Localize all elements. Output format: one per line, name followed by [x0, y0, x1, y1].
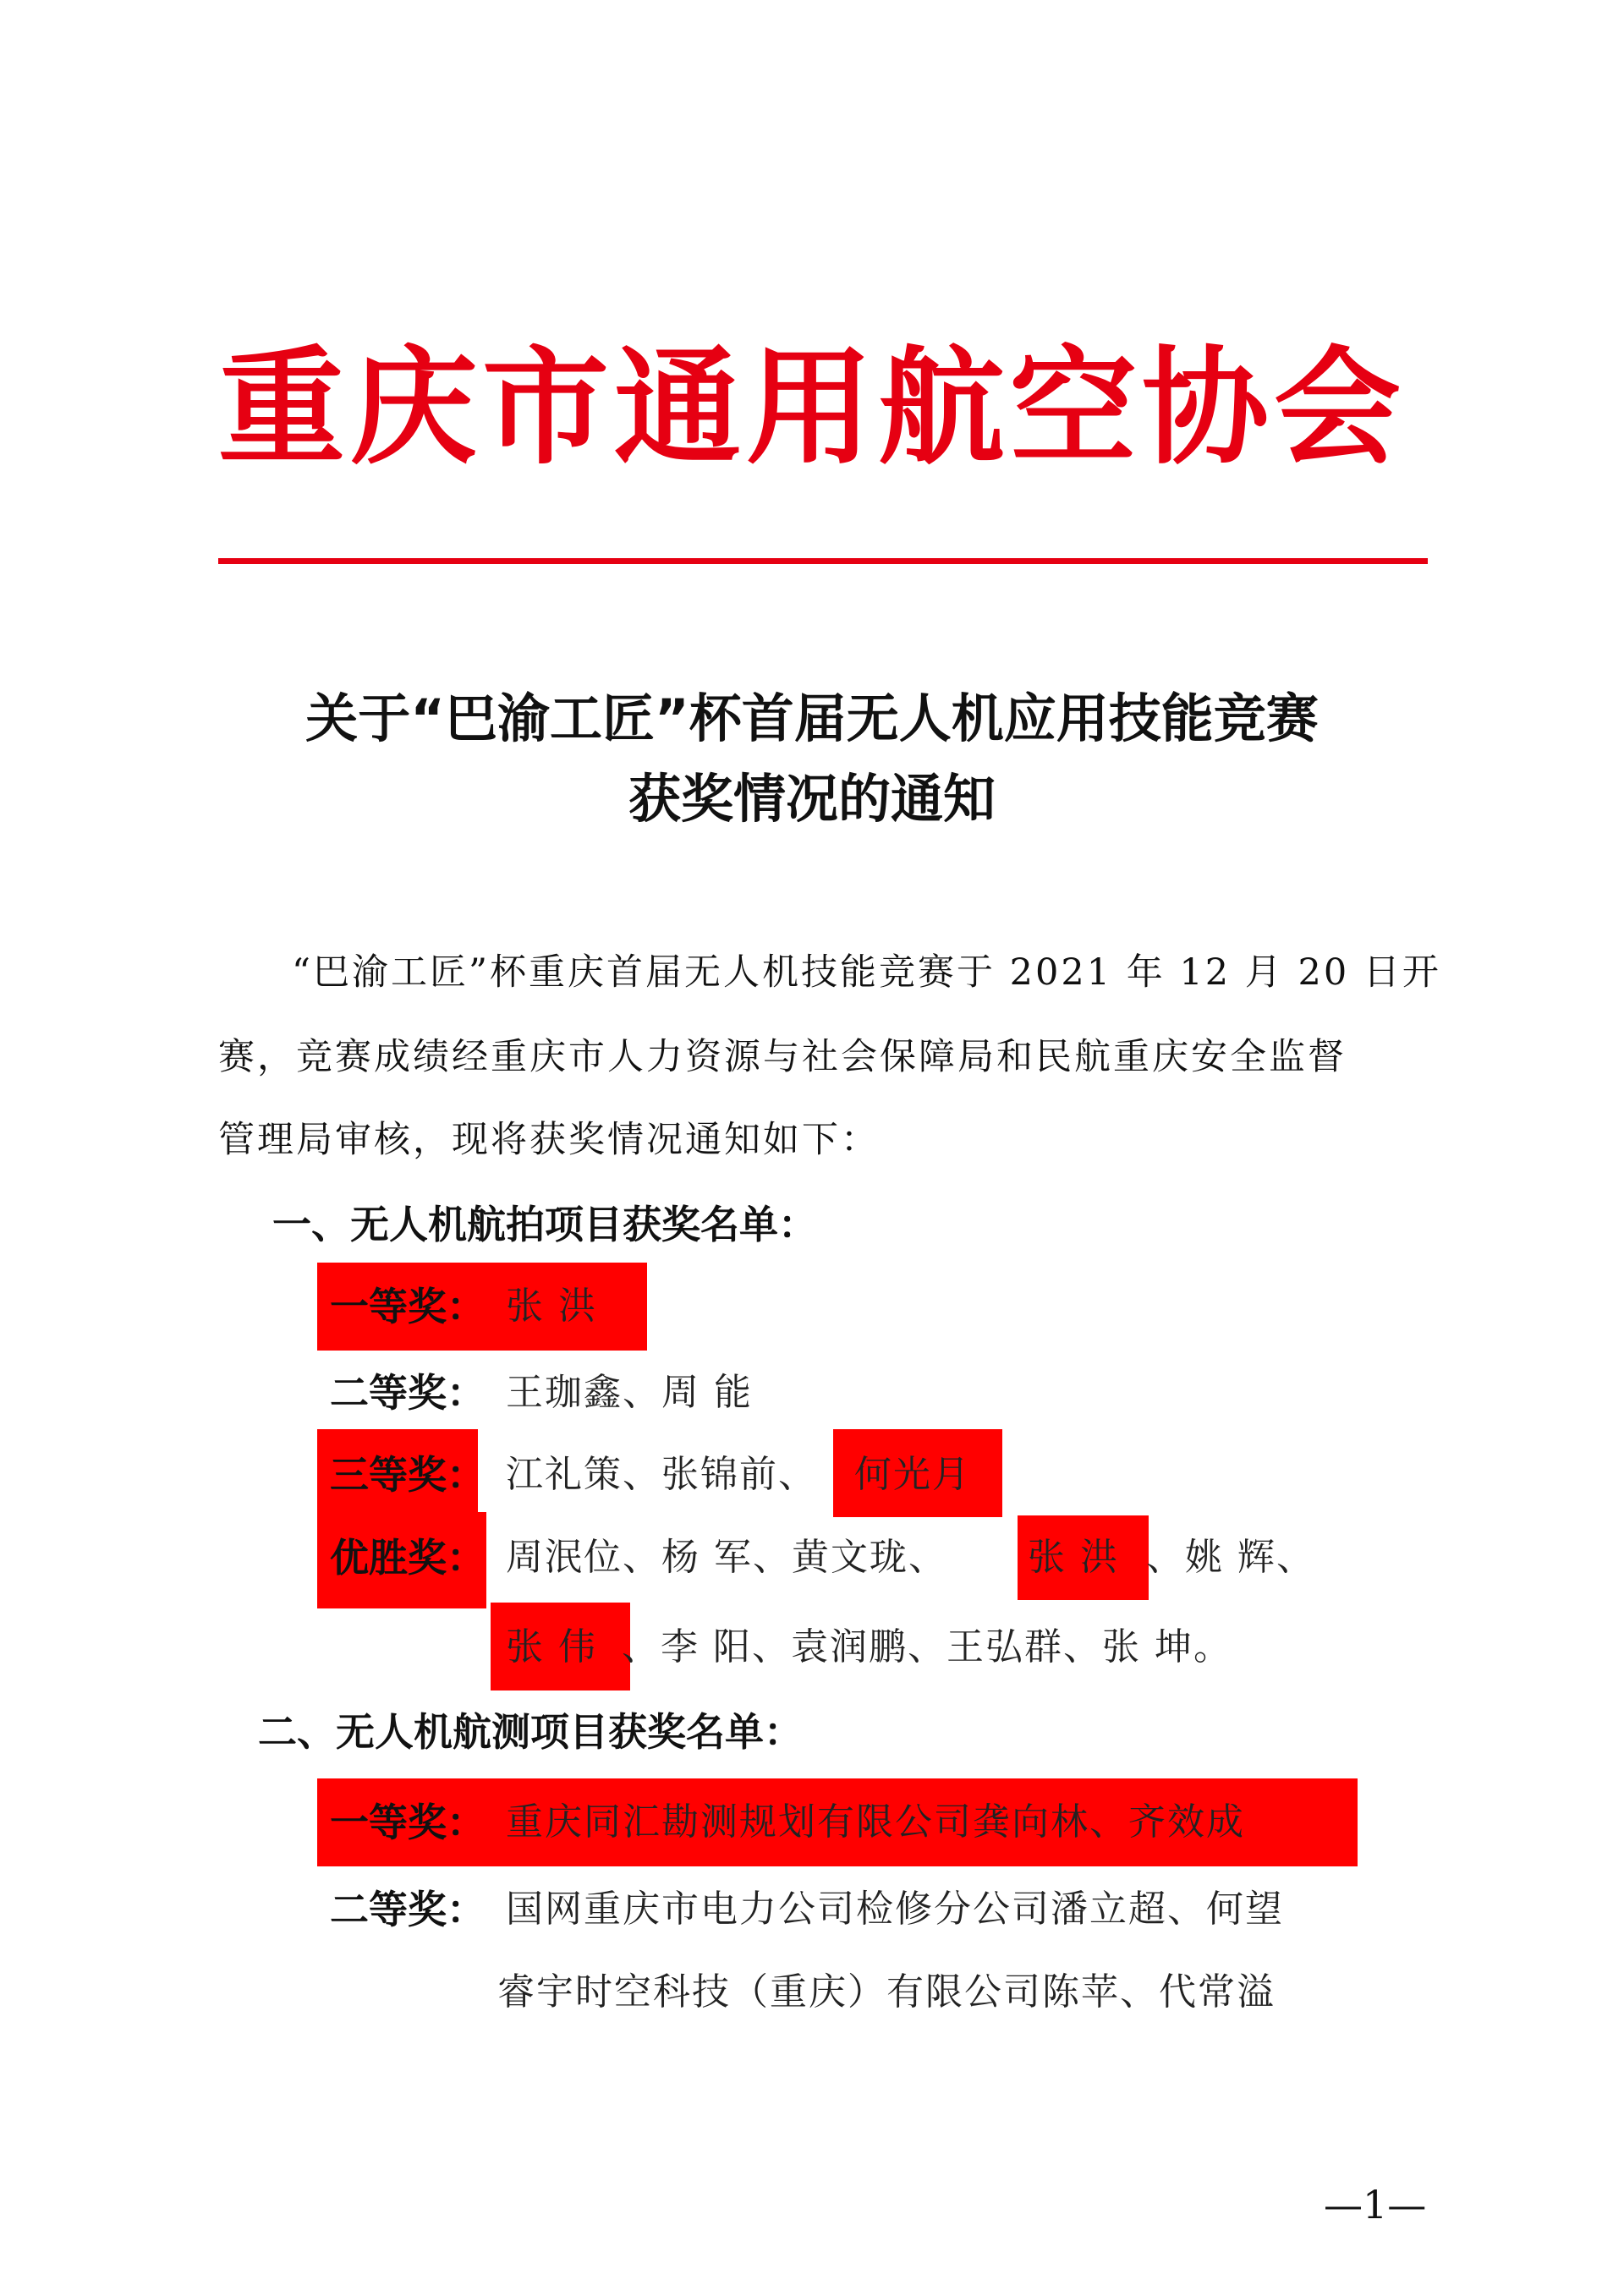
excellence-names-line-1c: 、姚 辉、 — [1146, 1536, 1315, 1579]
section-1-heading: 一、无人机航拍项目获奖名单： — [272, 1202, 817, 1247]
third-prize-names: 江礼策、张锦前、 — [506, 1453, 817, 1496]
third-prize-label: 三等奖： — [330, 1452, 486, 1498]
excellence-highlighted-name-2: 张 伟 — [506, 1625, 597, 1669]
page-number: —1— — [1324, 2182, 1427, 2228]
excellence-names-line-2b: 、李 阳、袁润鹏、王弘群、张 坤。 — [622, 1625, 1232, 1669]
intro-line-2: 赛，竞赛成绩经重庆市人力资源与社会保障局和民航重庆安全监督 — [218, 1036, 1347, 1078]
header-divider — [218, 558, 1428, 564]
section2-first-prize-label: 一等奖： — [330, 1800, 486, 1845]
intro-line-1: “巴渝工匠”杯重庆首届无人机技能竞赛于 2021 年 12 月 20 日开 — [292, 951, 1441, 994]
second-prize-label: 二等奖： — [330, 1370, 486, 1416]
organization-header-title: 重庆市通用航空协会 — [217, 335, 1406, 482]
document-title-line-1: 关于“巴渝工匠”杯首届无人机应用技能竞赛 — [305, 688, 1319, 749]
third-prize-highlighted-name: 何光月 — [854, 1453, 971, 1496]
section2-second-prize-line-1: 国网重庆市电力公司检修分公司潘立超、何望 — [506, 1888, 1284, 1931]
section2-first-prize-names: 重庆同汇勘测规划有限公司龚向林、齐效成 — [506, 1800, 1245, 1844]
first-prize-label: 一等奖： — [330, 1284, 486, 1329]
section-2-heading: 二、无人机航测项目获奖名单： — [258, 1709, 803, 1755]
section2-second-prize-line-2: 睿宇时空科技（重庆）有限公司陈苹、代常溢 — [497, 1970, 1276, 2014]
excellence-names-line-1a: 周泯位、杨 军、黄文珑、 — [506, 1536, 947, 1579]
section2-second-prize-label: 二等奖： — [330, 1887, 486, 1932]
first-prize-names: 张 洪 — [506, 1285, 597, 1328]
excellence-prize-label: 优胜奖： — [330, 1535, 486, 1581]
second-prize-names: 王珈鑫、周 能 — [506, 1371, 753, 1414]
intro-line-3: 管理局审核，现将获奖情况通知如下： — [218, 1119, 880, 1161]
excellence-highlighted-name-1: 张 洪 — [1028, 1536, 1119, 1579]
document-title-line-2: 获奖情况的通知 — [628, 768, 996, 830]
